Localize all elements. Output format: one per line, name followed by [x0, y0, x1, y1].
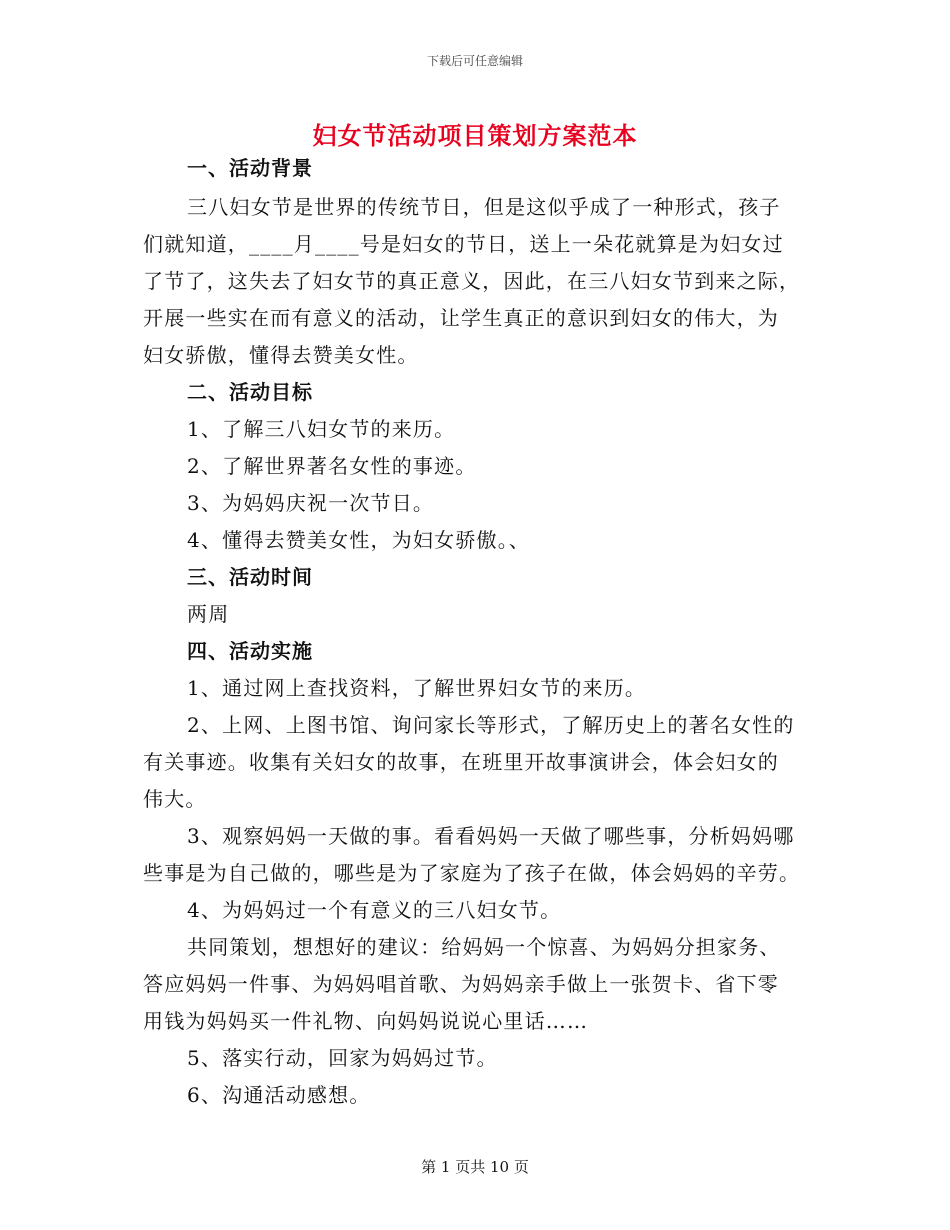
paragraph-line: 三八妇女节是世界的传统节日，但是这似乎成了一种形式，孩子 [187, 195, 781, 219]
paragraph-line: 们就知道，____月____号是妇女的节日，送上一朵花就算是为妇女过 [143, 232, 784, 256]
section-heading-goals: 二、活动目标 [187, 380, 313, 404]
paragraph-line: 有关事迹。收集有关妇女的故事，在班里开故事演讲会，体会妇女的 [143, 750, 779, 774]
section-heading-time: 三、活动时间 [187, 565, 313, 589]
document-title: 妇女节活动项目策划方案范本 [312, 122, 638, 150]
paragraph-line: 共同策划，想想好的建议：给妈妈一个惊喜、为妈妈分担家务、 [187, 935, 781, 959]
list-item: 3、为妈妈庆祝一次节日。 [187, 491, 435, 515]
list-item: 6、沟通活动感想。 [187, 1083, 371, 1107]
list-item: 5、落实行动，回家为妈妈过节。 [187, 1046, 498, 1070]
section-heading-background: 一、活动背景 [187, 156, 313, 180]
list-item: 2、上网、上图书馆、询问家长等形式，了解历史上的著名女性的 [187, 713, 795, 737]
page-header: 下载后可任意编辑 [426, 54, 523, 68]
list-item: 1、了解三八妇女节的来历。 [187, 417, 456, 441]
page-footer: 第 1 页共 10 页 [421, 1158, 529, 1176]
paragraph-line: 两周 [187, 602, 230, 626]
paragraph-line: 些事是为自己做的，哪些是为了家庭为了孩子在做，体会妈妈的辛劳。 [143, 861, 801, 885]
list-item: 3、观察妈妈一天做的事。看看妈妈一天做了哪些事，分析妈妈哪 [187, 824, 795, 848]
list-item: 4、为妈妈过一个有意义的三八妇女节。 [187, 898, 562, 922]
paragraph-line: 用钱为妈妈买一件礼物、向妈妈说说心里话…… [143, 1009, 589, 1033]
paragraph-line: 了节了，这失去了妇女节的真正意义，因此，在三八妇女节到来之际， [143, 269, 801, 293]
paragraph-line: 妇女骄傲，懂得去赞美女性。 [143, 343, 419, 367]
paragraph-line: 伟大。 [143, 787, 207, 811]
paragraph-line: 答应妈妈一件事、为妈妈唱首歌、为妈妈亲手做上一张贺卡、省下零 [143, 972, 779, 996]
section-heading-implementation: 四、活动实施 [187, 639, 313, 663]
list-item: 2、了解世界著名女性的事迹。 [187, 454, 477, 478]
paragraph-line: 开展一些实在而有意义的活动，让学生真正的意识到妇女的伟大，为 [143, 306, 779, 330]
list-item: 1、通过网上查找资料，了解世界妇女节的来历。 [187, 676, 647, 700]
list-item: 4、懂得去赞美女性，为妇女骄傲。、 [187, 528, 531, 552]
